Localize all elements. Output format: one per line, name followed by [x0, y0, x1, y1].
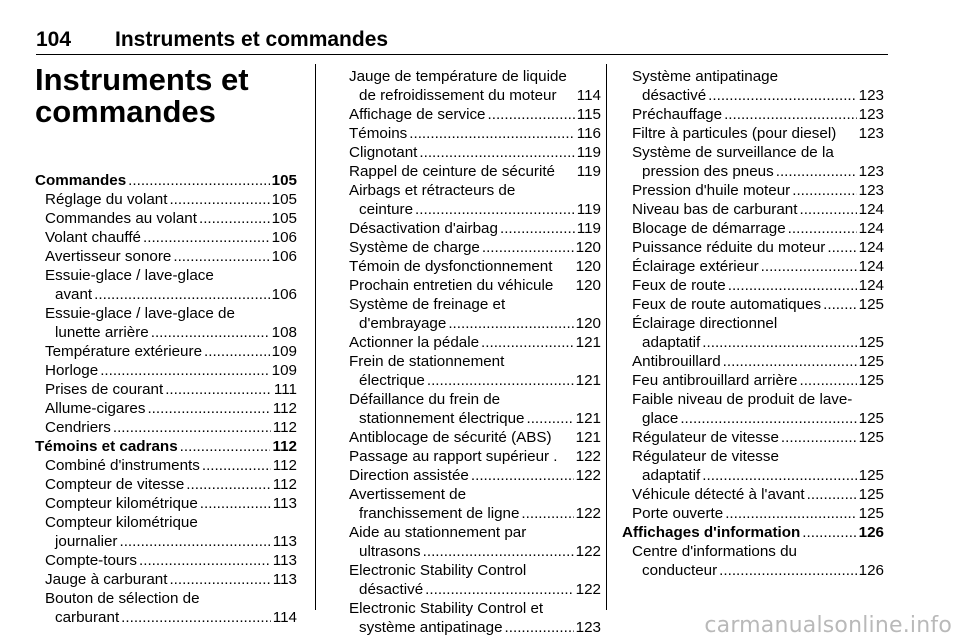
toc-page-number: 108 — [271, 324, 297, 341]
toc-entry[interactable] — [35, 399, 297, 418]
toc-entry-label: Système de surveillance de la — [632, 144, 834, 161]
toc-entry[interactable] — [35, 456, 297, 475]
toc-entry[interactable] — [339, 238, 601, 257]
toc-page-number: 125 — [858, 429, 884, 446]
dot-leader — [481, 333, 574, 352]
dot-leader — [827, 238, 856, 257]
toc-entry-label: Système antipatinage — [632, 68, 779, 85]
toc-page-number: 119 — [576, 144, 601, 161]
dot-leader — [680, 409, 856, 428]
toc-page-number: 123 — [858, 87, 884, 104]
toc-entry[interactable] — [339, 276, 601, 295]
toc-entry-label: Commandes — [35, 172, 127, 189]
toc-entry-label: Prises de courant — [45, 381, 164, 398]
dot-leader — [807, 485, 857, 504]
dot-leader — [776, 162, 857, 181]
toc-entry[interactable] — [622, 67, 884, 105]
toc-page-number: 112 — [272, 400, 297, 417]
dot-leader — [143, 228, 270, 247]
dot-leader — [702, 333, 856, 352]
toc-entry-label: Horloge — [45, 362, 99, 379]
dot-leader — [204, 342, 270, 361]
toc-entry[interactable] — [339, 257, 601, 276]
toc-page-number: 121 — [575, 429, 601, 446]
column-divider — [606, 64, 607, 610]
toc-entry-label: Température extérieure — [45, 343, 203, 360]
toc-page-number: 105 — [271, 191, 297, 208]
dot-leader — [799, 200, 856, 219]
toc-page-number: 119 — [576, 220, 601, 237]
section-title — [35, 64, 275, 128]
toc-page-number: 124 — [858, 201, 884, 218]
dot-leader — [728, 276, 857, 295]
dot-leader — [724, 105, 857, 124]
toc-entry-label: Témoins — [349, 125, 408, 142]
toc-entry-label: Commandes au volant — [45, 210, 197, 227]
dot-leader — [139, 551, 271, 570]
toc-entry-label: système antipatinage — [359, 619, 503, 636]
toc-page-number: 109 — [271, 362, 297, 379]
toc-entry[interactable] — [339, 181, 601, 219]
toc-page-number: 114 — [576, 87, 601, 104]
toc-entry-label: Electronic Stability Control et — [349, 600, 544, 617]
dot-leader — [702, 466, 856, 485]
toc-page-number: 125 — [858, 334, 884, 351]
toc-entry[interactable] — [339, 352, 601, 390]
toc-page-number: 125 — [858, 505, 884, 522]
toc-entry[interactable] — [35, 513, 297, 551]
dot-leader — [151, 323, 270, 342]
toc-page-number: 122 — [575, 505, 601, 522]
toc-entry[interactable] — [35, 380, 297, 399]
toc-entry[interactable] — [339, 599, 601, 637]
toc-section-heading[interactable] — [622, 523, 884, 542]
toc-entry-label: carburant — [55, 609, 120, 626]
dot-leader — [526, 409, 573, 428]
toc-entry[interactable] — [35, 589, 297, 627]
toc-entry[interactable] — [622, 352, 884, 371]
toc-entry[interactable] — [35, 418, 297, 437]
dot-leader — [169, 190, 269, 209]
dot-leader — [128, 171, 270, 190]
toc-entry[interactable] — [339, 447, 601, 466]
dot-leader — [165, 380, 272, 399]
toc-page-number: 112 — [272, 476, 297, 493]
dot-leader — [521, 504, 573, 523]
dot-leader — [169, 570, 270, 589]
toc-entry-label: Affichages d'information — [622, 524, 801, 541]
dot-leader — [113, 418, 271, 437]
toc-entry-label: Puissance réduite du moteur — [632, 239, 826, 256]
section-title-line: commandes — [35, 94, 216, 129]
toc-entry-label: stationnement électrique — [359, 410, 525, 427]
toc-entry-label: Réglage du volant — [45, 191, 168, 208]
toc-entry-label: Airbags et rétracteurs de — [349, 182, 516, 199]
toc-entry-label: Essuie-glace / lave-glace de — [45, 305, 235, 322]
toc-page-number: 122 — [575, 448, 601, 465]
toc-entry[interactable] — [339, 428, 601, 447]
toc-page-number: 121 — [575, 334, 601, 351]
toc-page-number: 125 — [858, 486, 884, 503]
toc-entry[interactable] — [622, 105, 884, 124]
toc-entry-label: Allume-cigares — [45, 400, 146, 417]
toc-entry[interactable] — [622, 314, 884, 352]
page-header — [36, 28, 888, 55]
toc-page-number: 112 — [272, 419, 297, 436]
toc-entry-label: Témoin de dysfonctionnement — [349, 258, 553, 275]
toc-entry[interactable] — [622, 181, 884, 200]
toc-entry[interactable] — [339, 523, 601, 561]
toc-entry-label: Faible niveau de produit de lave- — [632, 391, 853, 408]
toc-entry[interactable] — [339, 105, 601, 124]
toc-section-heading[interactable] — [35, 171, 297, 190]
toc-entry-label: Avertissement de — [349, 486, 467, 503]
toc-entry-label: Préchauffage — [632, 106, 723, 123]
toc-page-number: 113 — [272, 552, 297, 569]
toc-page-number: 125 — [858, 296, 884, 313]
toc-entry-label: Feux de route automatiques — [632, 296, 822, 313]
toc-page-number: 106 — [271, 248, 297, 265]
toc-entry[interactable] — [339, 67, 601, 105]
toc-entry-label: Frein de stationnement — [349, 353, 505, 370]
toc-entry-label: Electronic Stability Control — [349, 562, 527, 579]
toc-entry-label: Blocage de démarrage — [632, 220, 786, 237]
toc-page-number: 119 — [576, 201, 601, 218]
toc-page-number: 119 — [576, 163, 601, 180]
dot-leader — [500, 219, 575, 238]
dot-leader — [425, 580, 573, 599]
toc-entry-label: Régulateur de vitesse — [632, 448, 779, 465]
toc-entry[interactable] — [35, 361, 297, 380]
dot-leader — [488, 105, 575, 124]
toc-page-number: 122 — [575, 467, 601, 484]
toc-page-number: 122 — [575, 543, 601, 560]
toc-entry-label: Feu antibrouillard arrière — [632, 372, 798, 389]
dot-leader — [802, 523, 856, 542]
dot-leader — [719, 561, 857, 580]
toc-entry-label: Rappel de ceinture de sécurité — [349, 163, 556, 180]
toc-entry-label: Antibrouillard — [632, 353, 721, 370]
toc-page-number: 115 — [576, 106, 601, 123]
toc-entry[interactable] — [339, 390, 601, 428]
toc-page-number: 120 — [575, 315, 601, 332]
toc-entry[interactable] — [35, 494, 297, 513]
toc-entry-label: Cendriers — [45, 419, 111, 436]
toc-entry[interactable] — [35, 247, 297, 266]
dot-leader — [505, 618, 574, 637]
dot-leader — [119, 532, 270, 551]
toc-entry-label: glace — [642, 410, 679, 427]
toc-page-number: 105 — [271, 172, 297, 189]
toc-entry-label: Compteur de vitesse — [45, 476, 185, 493]
toc-page-number: 124 — [858, 239, 884, 256]
toc-entry[interactable] — [622, 371, 884, 390]
dot-leader — [471, 466, 574, 485]
toc-entry-label: lunette arrière — [55, 324, 149, 341]
toc-page-number: 121 — [575, 372, 601, 389]
toc-entry[interactable] — [339, 295, 601, 333]
toc-page-number: 125 — [858, 467, 884, 484]
toc-entry-label: Combiné d'instruments — [45, 457, 200, 474]
toc-page-number: 122 — [575, 581, 601, 598]
dot-leader — [180, 437, 271, 456]
dot-leader — [823, 295, 857, 314]
toc-entry-label: Compteur kilométrique — [45, 514, 198, 531]
toc-entry-label: Jauge de température de liquide — [349, 68, 567, 85]
toc-entry[interactable] — [35, 475, 297, 494]
dot-leader — [186, 475, 270, 494]
toc-page-number: 113 — [272, 571, 297, 588]
toc-entry-label: Volant chauffé — [45, 229, 141, 246]
toc-entry[interactable] — [339, 124, 601, 143]
toc-entry[interactable] — [622, 485, 884, 504]
toc-page-number: 106 — [271, 286, 297, 303]
toc-entry[interactable] — [35, 266, 297, 304]
toc-entry[interactable] — [622, 219, 884, 238]
toc-entry[interactable] — [35, 209, 297, 228]
section-title-line: Instruments et — [35, 62, 249, 97]
toc-entry[interactable] — [35, 304, 297, 342]
toc-page-number: 114 — [272, 609, 297, 626]
toc-entry-label: Feux de route — [632, 277, 726, 294]
toc-entry[interactable] — [622, 238, 884, 257]
toc-page-number: 109 — [271, 343, 297, 360]
dot-leader — [147, 399, 270, 418]
page-number: 104 — [36, 28, 72, 51]
toc-entry[interactable] — [35, 551, 297, 570]
toc-entry[interactable] — [35, 342, 297, 361]
toc-page-number: 112 — [272, 457, 297, 474]
toc-entry[interactable] — [622, 390, 884, 428]
toc-entry[interactable] — [622, 257, 884, 276]
toc-page-number: 123 — [858, 182, 884, 199]
toc-entry-label: adaptatif — [642, 467, 701, 484]
watermark: carmanualsonline.info — [704, 613, 952, 638]
dot-leader — [708, 86, 856, 105]
toc-page-number: 125 — [858, 410, 884, 427]
toc-entry-label: Essuie-glace / lave-glace — [45, 267, 214, 284]
dot-leader — [725, 504, 856, 523]
toc-entry-label: conducteur — [642, 562, 718, 579]
toc-entry-label: Passage au rapport supérieur . — [349, 448, 558, 465]
toc-entry-label: Éclairage extérieur — [632, 258, 759, 275]
toc-entry-label: Compteur kilométrique — [45, 495, 198, 512]
toc-entry-label: Pression d'huile moteur — [632, 182, 791, 199]
toc-column-2 — [339, 67, 601, 637]
toc-entry[interactable] — [339, 466, 601, 485]
toc-page-number: 124 — [858, 220, 884, 237]
toc-entry-label: Aide au stationnement par — [349, 524, 527, 541]
toc-page-number: 124 — [858, 258, 884, 275]
toc-entry-label: Système de charge — [349, 239, 480, 256]
toc-entry-label: Témoins et cadrans — [35, 438, 178, 455]
dot-leader — [761, 257, 857, 276]
toc-entry-label: Antiblocage de sécurité (ABS) — [349, 429, 552, 446]
toc-entry-label: Désactivation d'airbag — [349, 220, 498, 237]
toc-entry[interactable] — [339, 219, 601, 238]
toc-entry-label: franchissement de ligne — [359, 505, 520, 522]
dot-leader — [173, 247, 269, 266]
toc-column-1 — [35, 171, 297, 627]
column-divider — [315, 64, 316, 610]
dot-leader — [409, 124, 575, 143]
dot-leader — [100, 361, 269, 380]
toc-page-number: 113 — [272, 495, 297, 512]
toc-entry-label: ceinture — [359, 201, 414, 218]
toc-entry-label: Jauge à carburant — [45, 571, 168, 588]
toc-entry-label: pression des pneus — [642, 163, 774, 180]
running-title: Instruments et commandes — [115, 28, 389, 51]
toc-entry-label: Niveau bas de carburant — [632, 201, 798, 218]
toc-entry-label: Véhicule détecté à l'avant — [632, 486, 805, 503]
toc-entry-label: Prochain entretien du véhicule — [349, 277, 554, 294]
toc-entry-label: adaptatif — [642, 334, 701, 351]
dot-leader — [423, 542, 574, 561]
toc-page-number: 120 — [575, 258, 601, 275]
toc-entry-label: désactivé — [642, 87, 707, 104]
toc-page-number: 120 — [575, 239, 601, 256]
toc-page-number: 125 — [858, 372, 884, 389]
toc-page-number: 123 — [575, 619, 601, 636]
toc-page-number: 106 — [271, 229, 297, 246]
toc-entry-label: Défaillance du frein de — [349, 391, 501, 408]
toc-page-number: 123 — [858, 125, 884, 142]
toc-entry-label: Éclairage directionnel — [632, 315, 778, 332]
toc-entry[interactable] — [339, 485, 601, 523]
toc-entry[interactable] — [622, 447, 884, 485]
toc-entry-label: Système de freinage et — [349, 296, 506, 313]
toc-entry[interactable] — [339, 162, 601, 181]
toc-entry-label: Avertisseur sonore — [45, 248, 172, 265]
toc-page-number: 111 — [273, 381, 297, 398]
toc-page-number: 120 — [575, 277, 601, 294]
dot-leader — [788, 219, 857, 238]
toc-column-3 — [622, 67, 884, 580]
toc-entry-label: électrique — [359, 372, 425, 389]
dot-leader — [723, 352, 857, 371]
toc-entry-label: Compte-tours — [45, 552, 138, 569]
dot-leader — [781, 428, 857, 447]
toc-entry[interactable] — [622, 200, 884, 219]
toc-page-number: 126 — [858, 562, 884, 579]
toc-entry[interactable] — [622, 276, 884, 295]
toc-entry-label: Régulateur de vitesse — [632, 429, 779, 446]
toc-entry[interactable] — [622, 504, 884, 523]
toc-entry[interactable] — [622, 143, 884, 181]
toc-entry-label: d'embrayage — [359, 315, 447, 332]
toc-entry-label: Centre d'informations du — [632, 543, 797, 560]
toc-page-number: 123 — [858, 163, 884, 180]
toc-entry[interactable] — [622, 428, 884, 447]
toc-page-number: 112 — [272, 438, 297, 455]
toc-entry[interactable] — [339, 143, 601, 162]
dot-leader — [200, 494, 271, 513]
dot-leader — [419, 143, 574, 162]
toc-entry[interactable] — [339, 333, 601, 352]
dot-leader — [799, 371, 856, 390]
toc-entry-label: Affichage de service — [349, 106, 486, 123]
toc-entry[interactable] — [35, 570, 297, 589]
toc-entry-label: Filtre à particules (pour diesel) — [632, 125, 837, 142]
toc-entry-label: journalier — [55, 533, 118, 550]
toc-entry-label: Porte ouverte — [632, 505, 724, 522]
toc-page-number: 121 — [575, 410, 601, 427]
toc-page-number: 125 — [858, 353, 884, 370]
toc-entry-label: ultrasons — [359, 543, 421, 560]
toc-page-number: 124 — [858, 277, 884, 294]
dot-leader — [199, 209, 270, 228]
toc-entry[interactable] — [622, 542, 884, 580]
toc-page-number: 116 — [576, 125, 601, 142]
toc-entry-label: avant — [55, 286, 93, 303]
dot-leader — [415, 200, 575, 219]
toc-entry[interactable] — [622, 295, 884, 314]
toc-entry[interactable] — [35, 228, 297, 247]
toc-section-heading[interactable] — [35, 437, 297, 456]
toc-entry[interactable] — [622, 124, 884, 143]
toc-entry[interactable] — [35, 190, 297, 209]
dot-leader — [202, 456, 271, 475]
toc-entry-label: désactivé — [359, 581, 424, 598]
toc-entry[interactable] — [339, 561, 601, 599]
dot-leader — [792, 181, 856, 200]
toc-entry-label: de refroidissement du moteur — [359, 87, 557, 104]
toc-page-number: 126 — [858, 524, 884, 541]
dot-leader — [448, 314, 573, 333]
toc-page-number: 105 — [271, 210, 297, 227]
toc-page-number: 123 — [858, 106, 884, 123]
toc-entry-label: Actionner la pédale — [349, 334, 480, 351]
toc-entry-label: Direction assistée — [349, 467, 469, 484]
dot-leader — [427, 371, 574, 390]
dot-leader — [94, 285, 270, 304]
dot-leader — [121, 608, 271, 627]
toc-entry-label: Clignotant — [349, 144, 418, 161]
dot-leader — [482, 238, 574, 257]
toc-entry-label: Bouton de sélection de — [45, 590, 200, 607]
toc-page-number: 113 — [272, 533, 297, 550]
